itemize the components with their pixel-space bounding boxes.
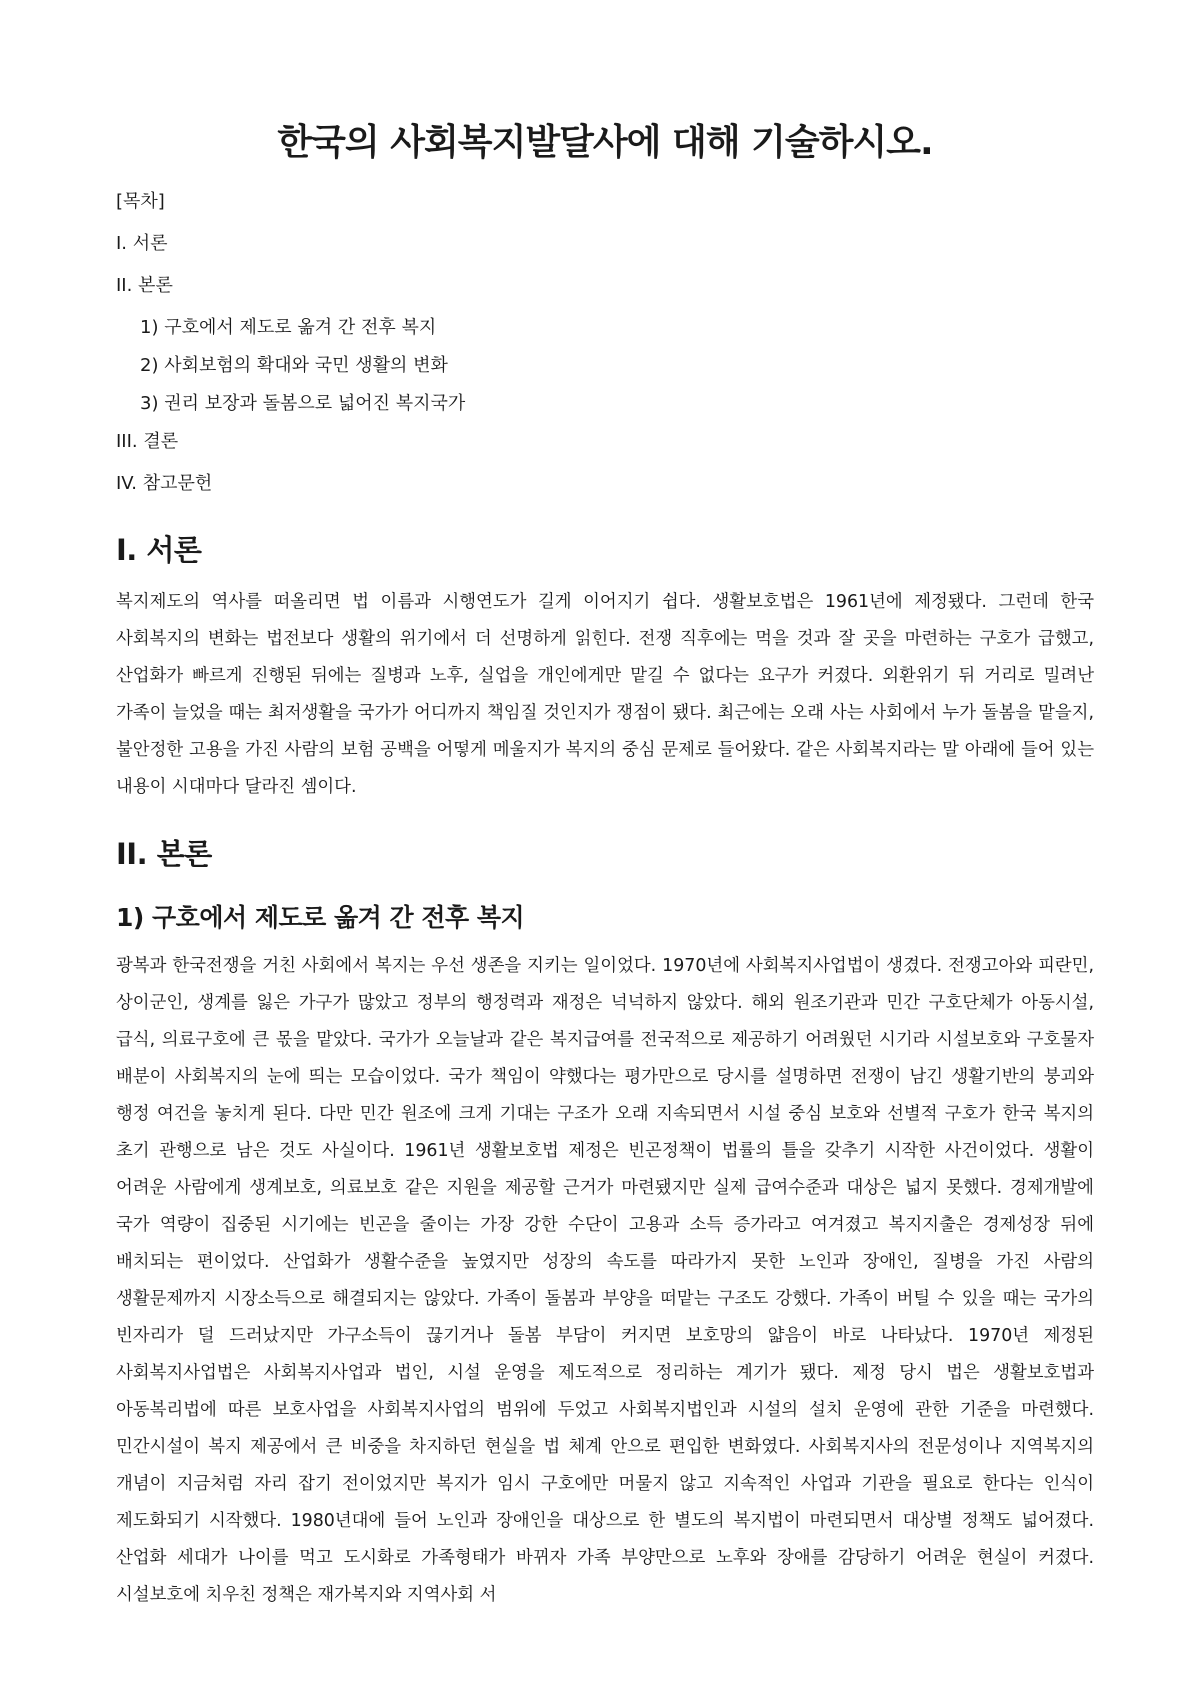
- toc-item: II. 본론: [116, 275, 173, 296]
- spacer: [116, 888, 1094, 900]
- document-title: 한국의 사회복지발달사에 대해 기술하시오.: [277, 122, 933, 163]
- toc-item: III. 결론: [116, 431, 179, 452]
- table-of-contents: [116, 190, 1094, 496]
- toc-heading: [목차]: [116, 191, 165, 212]
- toc-item: IV. 참고문헌: [116, 473, 213, 494]
- subsection-heading-postwar-welfare: 1) 구호에서 제도로 옮겨 간 전후 복지: [116, 903, 525, 932]
- section-heading-main-body: II. 본론: [116, 837, 212, 871]
- toc-subitem: 3) 권리 보장과 돌봄으로 넓어진 복지국가: [140, 393, 466, 414]
- introduction-paragraph: 복지제도의 역사를 떠올리면 법 이름과 시행연도가 길게 이어지기 쉽다. 생활보호법은 1961년에 제정됐다. 그런데 한국 사회복지의 변화는 법전보다 생활의 위기에서 더 선명하게 읽힌다. 전쟁 직후에는 먹을 것과 잘 곳을 마련하는 구호가 급했고, 산업화가 빠르게 진행된 뒤에는 질병과 노후, 실업을 개인에게만 맡길 수 없다는 요구가 커졌다. 외환위기 뒤 거리로 밀려난 가족이 늘었을 때는 최저생활을 국가가 어디까지 책임질 것인지가 쟁점이 됐다. 최근에는 오래 사는 사회에서 누가 돌봄을 맡을지, 불안정한 고용을 가진 사람의 보험 공백을 어떻게 메울지가 복지의 중심 문제로 들어왔다. 같은 사회복지라는 말 아래에 들어 있는 내용이 시대마다 달라진 셈이다.: [116, 592, 1094, 797]
- postwar-welfare-paragraph: 광복과 한국전쟁을 거친 사회에서 복지는 우선 생존을 지키는 일이었다. 1970년에 사회복지사업법이 생겼다. 전쟁고아와 피란민, 상이군인, 생계를 잃은 가구가 많았고 정부의 행정력과 재정은 넉넉하지 않았다. 해외 원조기관과 민간 구호단체가 아동시설, 급식, 의료구호에 큰 몫을 맡았다. 국가가 오늘날과 같은 복지급여를 전국적으로 제공하기 어려웠던 시기라 시설보호와 구호물자 배분이 사회복지의 눈에 띄는 모습이었다. 국가 책임이 약했다는 평가만으로 당시를 설명하면 전쟁이 남긴 생활기반의 붕괴와 행정 여건을 놓치게 된다. 다만 민간 원조에 크게 기대는 구조가 오래 지속되면서 시설 중심 보호와 선별적 구호가 한국 복지의 초기 관행으로 남은 것도 사실이다. 1961년 생활보호법 제정은 빈곤정책이 법률의 틀을 갖추기 시작한 사건이었다. 생활이 어려운 사람에게 생계보호, 의료보호 같은 지원을 제공할 근거가 마련됐지만 실제 급여수준과 대상은 넓지 못했다. 경제개발에 국가 역량이 집중된 시기에는 빈곤을 줄이는 가장 강한 수단이 고용과 소득 증가라고 여겨졌고 복지지출은 경제성장 뒤에 배치되는 편이었다. 산업화가 생활수준을 높였지만 성장의 속도를 따라가지 못한 노인과 장애인, 질병을 가진 사람의 생활문제까지 시장소득으로 해결되지는 않았다. 가족이 돌봄과 부양을 떠맡는 구조도 강했다. 가족이 버틸 수 있을 때는 국가의 빈자리가 덜 드러났지만 가구소득이 끊기거나 돌봄 부담이 커지면 보호망의 얇음이 바로 나타났다. 1970년 제정된 사회복지사업법은 사회복지사업과 법인, 시설 운영을 제도적으로 정리하는 계기가 됐다. 제정 당시 법은 생활보호법과 아동복리법에 따른 보호사업을 사회복지사업의 범위에 두었고 사회복지법인과 시설의 설치 운영에 관한 기준을 마련했다. 민간시설이 복지 제공에서 큰 비중을 차지하던 현실을 법 체계 안으로 편입한 변화였다. 사회복지사의 전문성이나 지역복지의 개념이 지금처럼 자리 잡기 전이었지만 복지가 임시 구호에만 머물지 않고 지속적인 사업과 기관을 필요로 한다는 인식이 제도화되기 시작했다. 1980년대에 들어 노인과 장애인을 대상으로 한 별도의 복지법이 마련되면서 대상별 정책도 넓어졌다. 산업화 세대가 나이를 먹고 도시화로 가족형태가 바뀌자 가족 부양만으로 노후와 장애를 감당하기 어려운 현실이 커졌다. 시설보호에 치우친 정책은 재가복지와 지역사회 서: [116, 956, 1094, 1605]
- section-heading-introduction: I. 서론: [116, 533, 202, 567]
- toc-subitem: 2) 사회보험의 확대와 국민 생활의 변화: [140, 355, 448, 376]
- toc-item: I. 서론: [116, 233, 168, 254]
- toc-subitem: 1) 구호에서 제도로 옮겨 간 전후 복지: [140, 317, 437, 338]
